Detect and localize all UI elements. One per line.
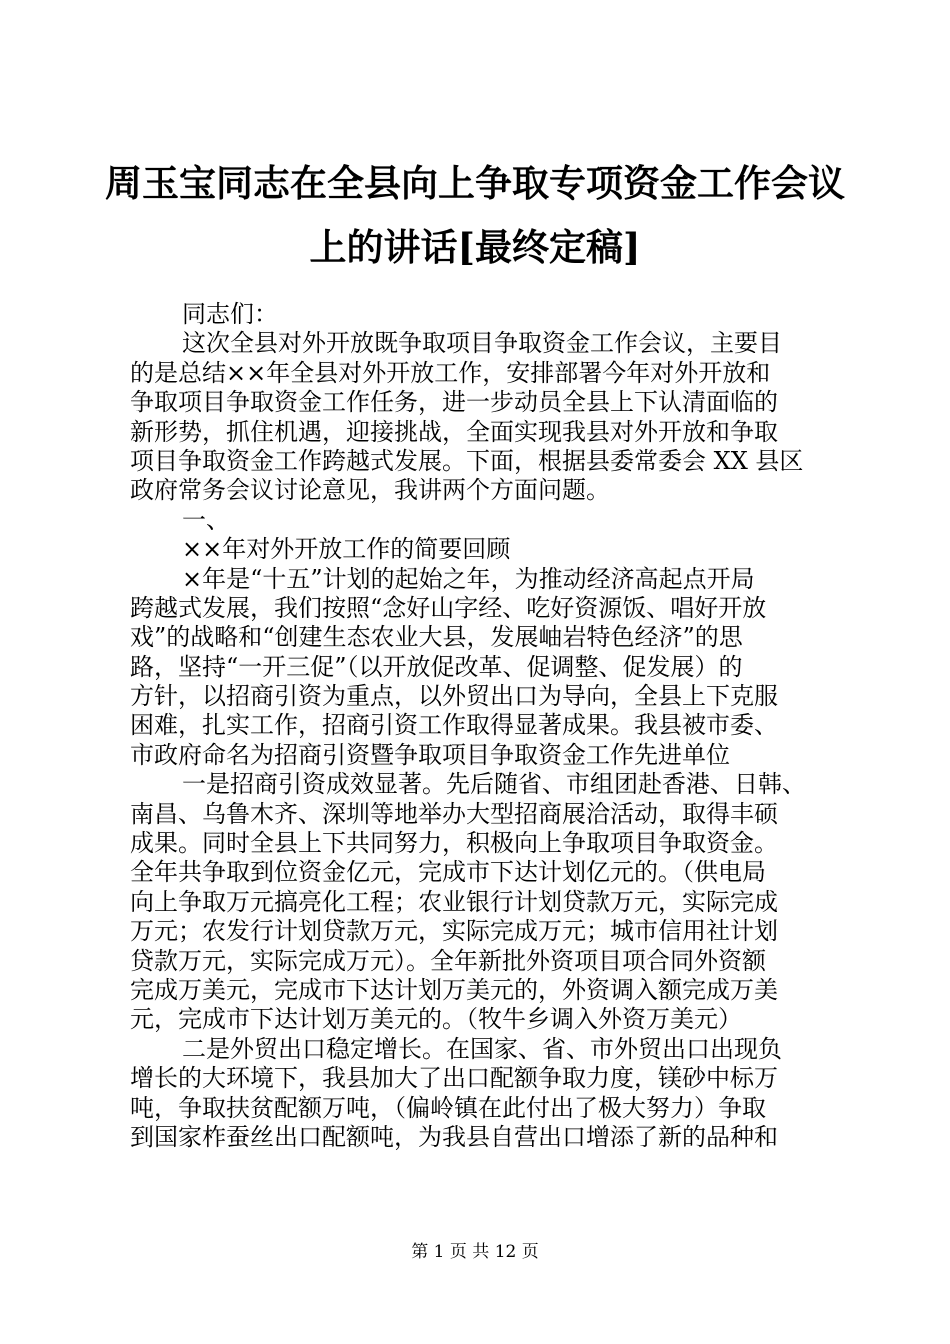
body-line: 成果。同时全县上下共同努力，积极向上争取项目争取资金。	[130, 829, 778, 858]
body-line: 争取项目争取资金工作任务，进一步动员全县上下认清面临的	[130, 388, 778, 417]
body-line: 方针，以招商引资为重点，以外贸出口为导向，全县上下克服	[130, 682, 778, 711]
section-heading: ××年对外开放工作的简要回顾	[182, 535, 511, 564]
body-line: 项目争取资金工作跨越式发展。下面，根据县委常委会 XX 县区	[130, 446, 804, 475]
page-number-footer: 第 1 页 共 12 页	[411, 1242, 539, 1262]
body-line: 跨越式发展，我们按照“念好山字经、吃好资源饭、唱好开放	[130, 593, 767, 622]
body-line: 困难，扎实工作，招商引资工作取得显著成果。我县被市委、	[130, 711, 778, 740]
body-line: 路，坚持“一开三促”（以开放促改革、促调整、促发展）的	[130, 652, 743, 681]
body-line: 新形势，抓住机遇，迎接挑战，全面实现我县对外开放和争取	[130, 417, 778, 446]
body-line: 二是外贸出口稳定增长。在国家、省、市外贸出口出现负	[182, 1034, 782, 1063]
body-line: 一是招商引资成效显著。先后随省、市组团赴香港、日韩、	[182, 770, 806, 799]
body-line: 吨，争取扶贫配额万吨，（偏岭镇在此付出了极大努力）争取	[130, 1093, 766, 1122]
document-title-line-1: 周玉宝同志在全县向上争取专项资金工作会议	[105, 161, 845, 205]
document-title-line-2: 上的讲话[最终定稿]	[309, 225, 641, 269]
body-line: 同志们：	[182, 300, 278, 328]
body-line: 贷款万元，实际完成万元）。全年新批外资项目项合同外资额	[130, 946, 766, 975]
body-line: 市政府命名为招商引资暨争取项目争取资金工作先进单位	[130, 740, 730, 769]
body-line: 全年共争取到位资金亿元，完成市下达计划亿元的。（供电局	[130, 858, 766, 887]
section-number: 一、	[182, 505, 230, 534]
body-line: ×年是“十五”计划的起始之年，为推动经济高起点开局	[182, 564, 755, 593]
body-line: 完成万美元，完成市下达计划万美元的，外资调入额完成万美	[130, 975, 778, 1004]
body-line: 戏”的战略和“创建生态农业大县，发展岫岩特色经济”的思	[130, 623, 743, 652]
body-line: 政府常务会议讨论意见，我讲两个方面问题。	[130, 476, 610, 505]
body-line: 向上争取万元搞亮化工程；农业银行计划贷款万元，实际完成	[130, 887, 778, 916]
body-line: 增长的大环境下，我县加大了出口配额争取力度，镁砂中标万	[130, 1064, 778, 1093]
body-line: 南昌、乌鲁木齐、深圳等地举办大型招商展洽活动，取得丰硕	[130, 799, 778, 828]
body-line: 元，完成市下达计划万美元的。（牧牛乡调入外资万美元）	[130, 1005, 742, 1034]
body-line: 这次全县对外开放既争取项目争取资金工作会议，主要目	[182, 329, 782, 358]
document-body	[130, 300, 830, 1152]
body-line: 万元；农发行计划贷款万元，实际完成万元；城市信用社计划	[130, 917, 778, 946]
body-line: 的是总结××年全县对外开放工作，安排部署今年对外开放和	[130, 358, 771, 387]
body-line: 到国家柞蚕丝出口配额吨，为我县自营出口增添了新的品种和	[130, 1122, 778, 1151]
